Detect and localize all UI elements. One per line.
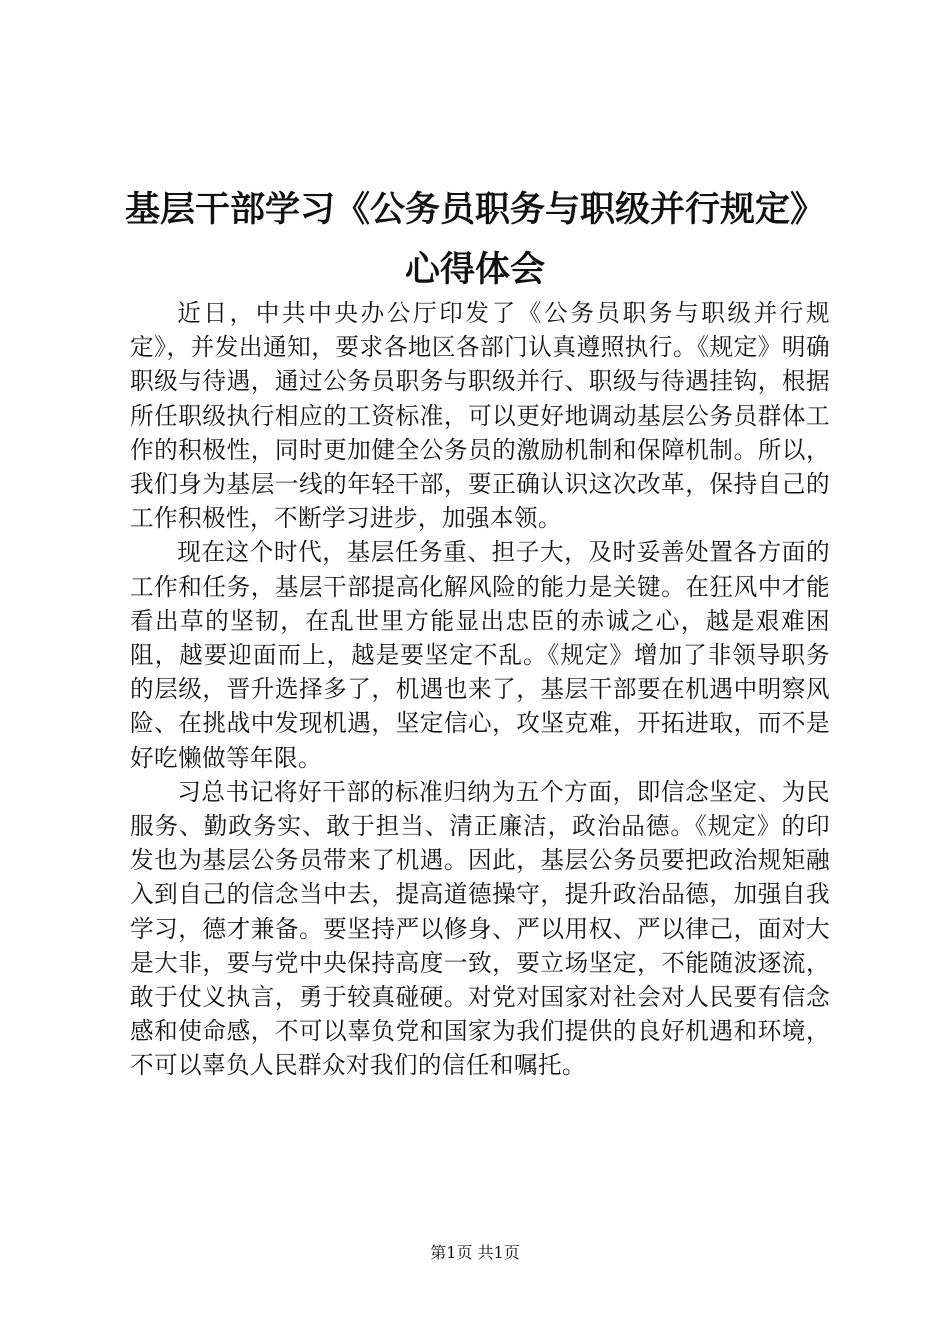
document-body (130, 296, 830, 1083)
document-title-line-1: 基层干部学习《公务员职务与职级并行规定》 (124, 190, 825, 230)
paragraph-2: 现在这个时代，基层任务重、担子大，及时妥善处置各方面的工作和任务，基层干部提高化解风险的能力是关键。在狂风中才能看出草的坚韧，在乱世里方能显出忠臣的赤诚之心，越是艰难困阻，越要迎面而上，越是要坚定不乱。《规定》增加了非领导职务的层级，晋升选择多了，机遇也来了，基层干部要在机遇中明察风险、在挑战中发现机遇，坚定信心，攻坚克难，开拓进取，而不是好吃懒做等年限。 (130, 538, 830, 772)
paragraph-1: 近日，中共中央办公厅印发了《公务员职务与职级并行规定》，并发出通知，要求各地区各部门认真遵照执行。《规定》明确职级与待遇，通过公务员职务与职级并行、职级与待遇挂钩，根据所任职级执行相应的工资标准，可以更好地调动基层公务员群体工作的积极性，同时更加健全公务员的激励机制和保障机制。所以，我们身为基层一线的年轻干部，要正确认识这次改革，保持自己的工作积极性，不断学习进步，加强本领。 (130, 299, 830, 533)
page-footer: 第1页 共1页 (430, 1243, 520, 1262)
paragraph-3: 习总书记将好干部的标准归纳为五个方面，即信念坚定、为民服务、勤政务实、敢于担当、清正廉洁，政治品德。《规定》的印发也为基层公务员带来了机遇。因此，基层公务员要把政治规矩融入到自己的信念当中去，提高道德操守，提升政治品德，加强自我学习，德才兼备。要坚持严以修身、严以用权、严以律己，面对大是大非，要与党中央保持高度一致，要立场坚定，不能随波逐流，敢于仗义执言，勇于较真碰硬。对党对国家对社会对人民要有信念感和使命感，不可以辜负党和国家为我们提供的良好机遇和环境，不可以辜负人民群众对我们的信任和嘱托。 (130, 777, 830, 1080)
document-title-line-2: 心得体会 (404, 250, 545, 290)
